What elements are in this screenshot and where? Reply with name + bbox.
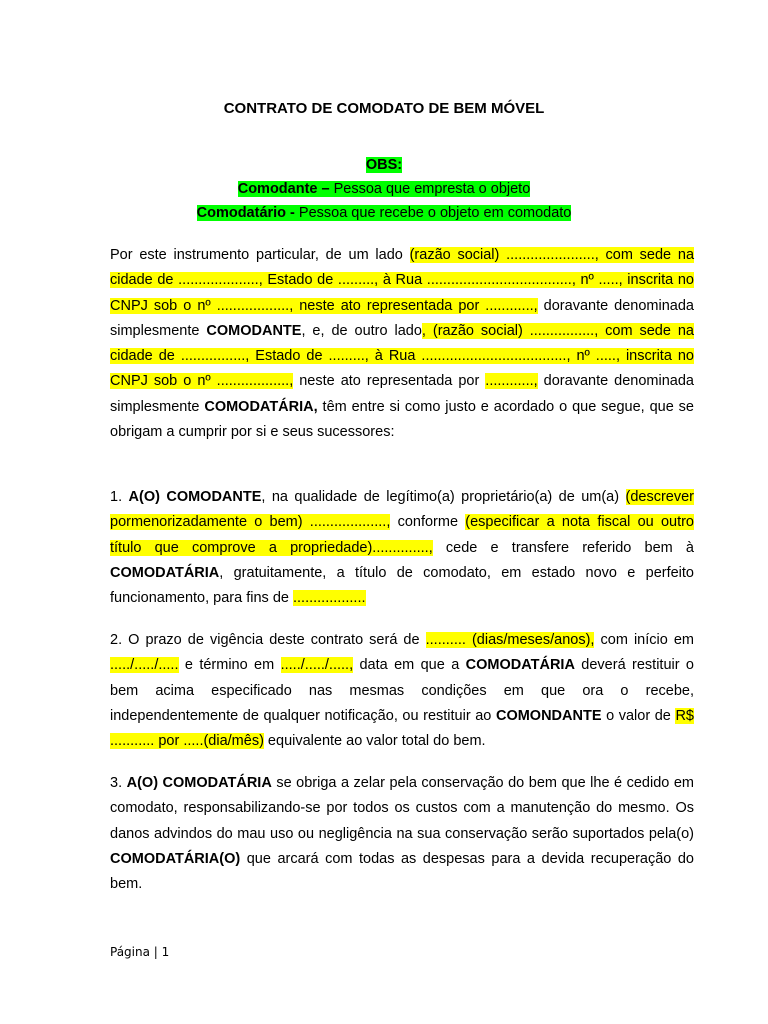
clause-1-nota-field: (especificar a nota fiscal ou outro título que comprove a propriedade).............., [110, 514, 694, 556]
clause-2 [110, 628, 694, 754]
clause-3-comodataria-o: COMODATÁRIA(O) [110, 850, 241, 867]
clause-1-text-2: conforme [390, 514, 466, 531]
clause-3-number: 3. [110, 775, 127, 791]
obs-desc-comodante: Pessoa que empresta o objeto [329, 181, 531, 197]
clause-1-comodante: A(O) COMODANTE [128, 489, 262, 505]
clause-2-inicio-field: ...../...../..... [110, 657, 179, 674]
intro-text-6: têm entre si como justo e acordado o que segue, que se obrigam a cumprir por si e seus sucessores: [110, 398, 694, 441]
clause-2-text-2: com início em [594, 632, 694, 648]
clause-2-termino-field: ...../...../....., [280, 657, 354, 674]
clause-1-number: 1. [110, 489, 129, 505]
clause-2-valor-field: R$ ........... por .....(dia/mês) [110, 707, 694, 750]
obs-label: OBS: [365, 157, 403, 173]
clause-2-prazo-field: .......... (dias/meses/anos), [425, 632, 595, 648]
obs-term-comodatario: Comodatário - [196, 205, 295, 221]
clause-1 [110, 485, 694, 611]
clause-1-fins-field: .................. [292, 590, 366, 607]
intro-comodataria-fields: , (razão social) ................, com sede na cidade de ................, Estado de ........., à Rua ...................................., nº ....., inscrita no CNPJ sob o nº .................., [110, 322, 694, 390]
intro-comodante-fields: (razão social) ......................, com sede na cidade de ...................., Estado de ........., à Rua ...................................., nº ....., inscrita no CNPJ sob o nº .................., neste ato representada por ............, [110, 247, 695, 314]
clause-2-text-1: 2. O prazo de vigência deste contrato será de [110, 632, 426, 648]
intro-comodante-term: COMODANTE [206, 322, 302, 339]
clause-1-comodataria: COMODATÁRIA [110, 564, 220, 581]
intro-text-2: doravante denominada simplesmente [110, 297, 694, 339]
clause-3-text-2: que arcará com todas as despesas para a devida recuperação do bem. [110, 850, 694, 893]
intro-text-4: neste ato representada por [293, 373, 486, 390]
clause-2-text-3: e término em [178, 657, 281, 674]
intro-text-5: doravante denominada simplesmente [110, 373, 694, 415]
intro-text-3: , e, de outro lado [301, 322, 422, 339]
clause-2-text-4: data em que a [353, 657, 466, 674]
intro-paragraph [110, 243, 694, 445]
clause-1-text-1: , na qualidade de legítimo(a) proprietário(a) de um(a) [261, 489, 626, 505]
intro-comodataria-term: COMODATÁRIA, [204, 398, 318, 415]
clause-3-comodataria: A(O) COMODATÁRIA [126, 775, 272, 791]
clause-1-text-3: cede e transfere referido bem à [432, 539, 694, 556]
clause-3-text-1: se obriga a zelar pela conservação do bem que lhe é cedido em comodato, responsabilizando-se por todos os custos com a manutenção do mesmo. Os danos advindos do mau uso ou negligência na sua conservação serão suportados pela(o) [110, 775, 694, 842]
clause-1-bem-field: (descrever pormenorizadamente o bem) ..................., [110, 489, 694, 531]
clause-2-comodataria: COMODATÁRIA [465, 657, 575, 674]
obs-term-comodante: Comodante – [237, 181, 330, 197]
contract-title: CONTRATO DE COMODATO DE BEM MÓVEL [223, 100, 545, 117]
clause-2-text-7: equivalente ao valor total do bem. [263, 733, 486, 750]
clause-3 [110, 771, 694, 897]
intro-text-1: Por este instrumento particular, de um lado [110, 247, 410, 263]
obs-block [0, 153, 768, 225]
page-number-footer: Página | 1 [110, 945, 170, 959]
clause-1-text-4: , gratuitamente, a título de comodato, em estado novo e perfeito funcionamento, para fins de [110, 564, 694, 607]
clause-2-text-5: deverá restituir o bem acima especificado nas mesmas condições em que ora o recebe, independentemente de qualquer notificação, ou restituir ao [110, 657, 695, 724]
clause-2-comondante: COMONDANTE [495, 707, 602, 724]
intro-representative-field: ............, [485, 373, 538, 390]
clause-2-text-6: o valor de [601, 707, 676, 724]
obs-desc-comodatario: Pessoa que recebe o objeto em comodato [294, 205, 572, 221]
